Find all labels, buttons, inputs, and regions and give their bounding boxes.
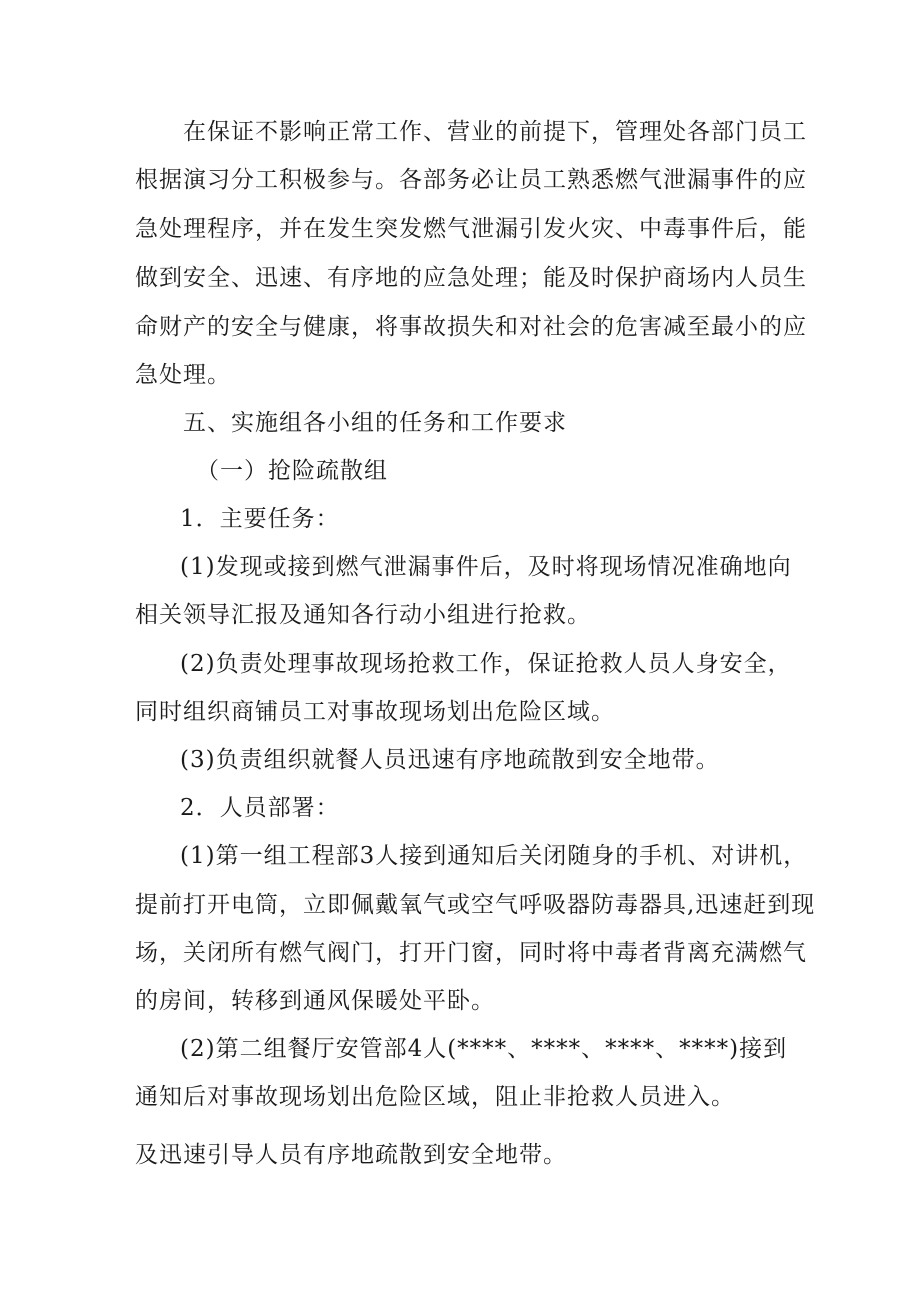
list-item: (1)发现或接到燃气泄漏事件后，及时将现场情况准确地向 — [180, 554, 792, 580]
list-item: (2)第二组餐厅安管部4人(****、****、****、****)接到 — [180, 1036, 788, 1062]
paragraph-line: 命财产的安全与健康，将事故损失和对社会的危害减至最小的应 — [135, 314, 807, 340]
list-item-continuation: 的房间，转移到通风保暖处平卧。 — [135, 988, 495, 1014]
list-item-continuation: 同时组织商铺员工对事故现场划出危险区域。 — [135, 699, 615, 725]
list-heading: 2．人员部署： — [180, 795, 340, 821]
list-heading: 1．主要任务： — [180, 506, 340, 532]
paragraph-line: 急处理程序，并在发生突发燃气泄漏引发火灾、中毒事件后，能 — [135, 216, 807, 242]
paragraph-line: 根据演习分工积极参与。各部务必让员工熟悉燃气泄漏事件的应 — [135, 167, 807, 193]
list-item-continuation: 及迅速引导人员有序地疏散到安全地带。 — [135, 1142, 567, 1168]
paragraph-line: 在保证不影响正常工作、营业的前提下，管理处各部门员工 — [183, 119, 807, 145]
list-item: (1)第一组工程部3人接到通知后关闭随身的手机、对讲机， — [180, 843, 808, 869]
section-heading: 五、实施组各小组的任务和工作要求 — [183, 410, 567, 436]
paragraph-line: 急处理。 — [135, 362, 231, 388]
subsection-heading: （一）抢险疏散组 — [196, 458, 388, 484]
list-item-continuation: 通知后对事故现场划出危险区域，阻止非抢救人员进入。 — [135, 1084, 735, 1110]
list-item: (2)负责处理事故现场抢救工作，保证抢救人员人身安全， — [180, 651, 792, 677]
list-item-continuation: 提前打开电筒，立即佩戴氧气或空气呼吸器防毒器具,迅速赶到现 — [135, 892, 816, 918]
list-item-continuation: 相关领导汇报及通知各行动小组进行抢救。 — [135, 602, 591, 628]
list-item-continuation: 场，关闭所有燃气阀门，打开门窗，同时将中毒者背离充满燃气 — [135, 940, 807, 966]
list-item: (3)负责组织就餐人员迅速有序地疏散到安全地带。 — [180, 747, 720, 773]
paragraph-line: 做到安全、迅速、有序地的应急处理；能及时保护商场内人员生 — [135, 265, 807, 291]
